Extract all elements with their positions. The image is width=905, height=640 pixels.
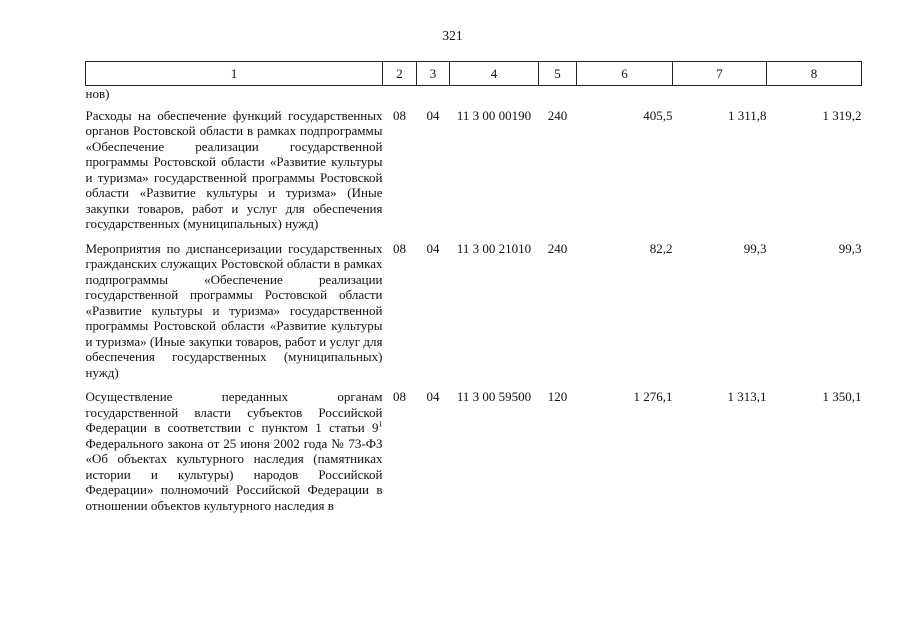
- row-expense-type: 120: [547, 389, 568, 404]
- row-value-col7: 1 311,8: [727, 107, 767, 123]
- table-row: [86, 108, 862, 241]
- continuation-text: нов): [85, 86, 110, 101]
- table-row: [86, 389, 862, 522]
- row-target-code: 11 3 00 00190: [456, 107, 532, 123]
- row-value-col7: 1 313,1: [727, 389, 767, 404]
- header-col-6: 6: [577, 62, 673, 86]
- header-col-4: 4: [450, 62, 539, 86]
- row-value-col6: 1 276,1: [633, 389, 673, 404]
- row-subsection: 04: [426, 107, 440, 123]
- row-expense-type: 240: [547, 107, 568, 123]
- row-name: [86, 389, 383, 522]
- header-col-3: 3: [417, 62, 450, 86]
- row-name-part1: Осуществление переданных органам государственной власти субъектов Российской Федерации в соответствии с пунктом 1 статьи 9: [85, 389, 383, 435]
- continuation-row: [86, 86, 862, 108]
- row-value-col8: 99,3: [838, 240, 862, 256]
- header-col-1: 1: [86, 62, 383, 86]
- table-header-row: [86, 62, 862, 86]
- row-section: 08: [393, 107, 406, 123]
- row-name-part2: Федерального закона от 25 июня 2002 года № 73-ФЗ «Об объектах культурного наследия (памятниках истории и культуры) народов Российской Федерации» полномочий Российской Федерации в отношении объектов культурного наследия в: [85, 435, 383, 513]
- row-value-col8: 1 350,1: [822, 389, 862, 404]
- row-name: Расходы на обеспечение функций государственных органов Ростовской области в рамках подпрограммы «Обеспечение реализации государственной программы Ростовской области «Развитие культуры и туризма» государственной программы Ростовской области «Развитие культуры и туризма» (Иные закупки товаров, работ и услуг для обеспечения государственных (муниципальных) нужд): [85, 107, 383, 231]
- row-expense-type: 240: [547, 240, 568, 256]
- row-subsection: 04: [426, 240, 440, 256]
- budget-table: [85, 61, 862, 522]
- row-value-col6: 82,2: [649, 240, 673, 256]
- row-section: 08: [393, 240, 406, 256]
- header-col-8: 8: [767, 62, 862, 86]
- row-target-code: 11 3 00 59500: [456, 389, 532, 404]
- row-value-col8: 1 319,2: [822, 107, 862, 123]
- header-col-2: 2: [383, 62, 417, 86]
- row-subsection: 04: [426, 389, 440, 404]
- row-name: Мероприятия по диспансеризации государственных гражданских служащих Ростовской области в рамках подпрограммы «Обеспечение реализации государственной программы Ростовской области «Развитие культуры и туризма» государственной программы Ростовской области «Развитие культуры и туризма» (Иные закупки товаров, работ и услуг для обеспечения государственных (муниципальных) нужд): [85, 240, 383, 380]
- table-row: [86, 241, 862, 390]
- row-section: 08: [393, 389, 406, 404]
- footnote-superscript: 1: [378, 419, 383, 429]
- row-value-col6: 405,5: [643, 107, 673, 123]
- page-number: 321: [442, 28, 463, 43]
- row-target-code: 11 3 00 21010: [456, 240, 532, 256]
- header-col-7: 7: [673, 62, 767, 86]
- row-value-col7: 99,3: [743, 240, 767, 256]
- header-col-5: 5: [539, 62, 577, 86]
